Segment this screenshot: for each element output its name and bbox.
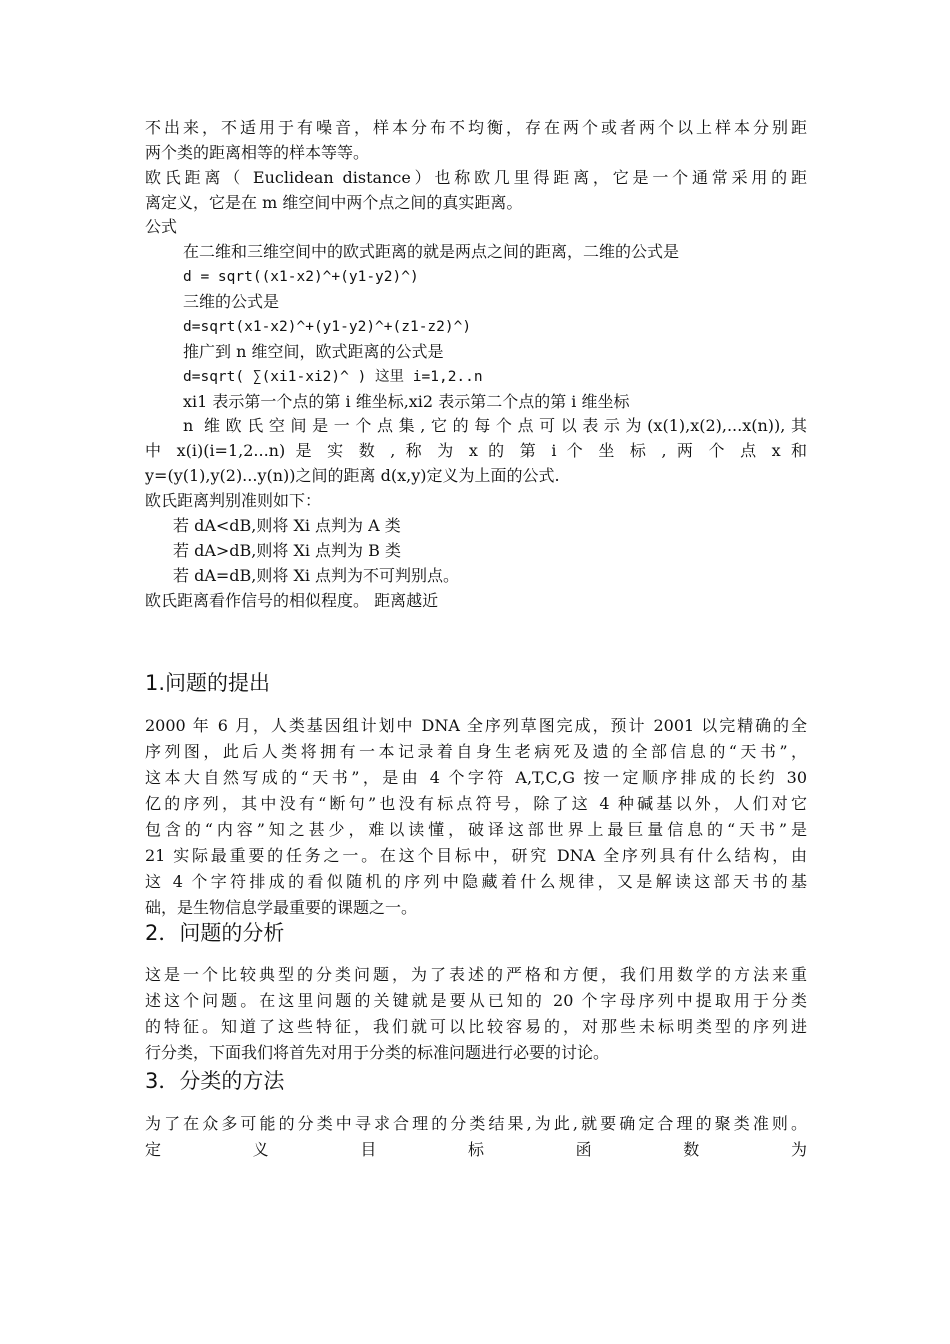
paragraph-line: 为了在众多可能的分类中寻求合理的分类结果,为此,就要确定合理的聚类准则。 [145,1114,807,1133]
spread-char: 函 [575,1140,592,1159]
section-heading: 2．问题的分析 [145,921,285,945]
spread-char: 标 [467,1140,484,1159]
paragraph-line: 础，是生物信息学最重要的课题之一。 [145,898,418,917]
rule-item: 若 dA>dB,则将 Xi 点判为 B 类 [173,541,401,560]
paragraph-line: 述这个问题。在这里问题的关键就是要从已知的 20 个字母序列中提取用于分类 [145,991,807,1010]
section-heading: 3．分类的方法 [145,1069,285,1093]
paragraph-line: 包含的“内容”知之甚少，难以读懂，破译这部世界上最巨量信息的“天书”是 [145,820,807,839]
paragraph-line: 2000 年 6 月，人类基因组计划中 DNA 全序列草图完成，预计 2001 以完精确的全 [145,716,807,735]
paragraph-line: 的特征。知道了这些特征，我们就可以比较容易的，对那些未标明类型的序列进 [145,1017,807,1036]
spread-char: 定 [145,1140,162,1159]
rule-item: 若 dA<dB,则将 Xi 点判为 A 类 [173,516,401,535]
paragraph-line: 两个类的距离相等的样本等等。 [145,143,370,162]
formula-nd-label: 推广到 n 维空间，欧式距离的公式是 [183,342,444,361]
spread-char: 为 [790,1140,807,1159]
rule-label: 欧氏距离判别准则如下： [145,491,322,510]
paragraph-line: 21 实际最重要的任务之一。在这个目标中，研究 DNA 全序列具有什么结构，由 [145,846,807,865]
spread-char: 义 [252,1140,269,1159]
paragraph-line: 离定义，它是在 m 维空间中两个点之间的真实距离。 [145,193,523,212]
spread-char: 数 [683,1140,700,1159]
paragraph-line: n 维欧氏空间是一个点集,它的每个点可以表示为(x(1),x(2),...x(n)),其 [183,416,807,435]
spread-char: 目 [360,1140,377,1159]
formula-note: xi1 表示第一个点的第 i 维坐标,xi2 表示第二个点的第 i 维坐标 [183,392,630,411]
paragraph-line: 不出来，不适用于有噪音，样本分布不均衡，存在两个或者两个以上样本分别距 [145,118,807,137]
formula-nd: d=sqrt( ∑(xi1-xi2)^ ) 这里 i=1,2..n [183,369,483,385]
paragraph-line: 行分类，下面我们将首先对用于分类的标准问题进行必要的讨论。 [145,1043,610,1062]
paragraph-line: 这 4 个字符排成的看似随机的序列中隐藏着什么规律，又是解读这部天书的基 [145,872,807,891]
paragraph-line: 欧氏距离（ Euclidean distance）也称欧几里得距离，它是一个通常采用的距 [145,168,807,187]
paragraph-line: y=(y(1),y(2)...y(n))之间的距离 d(x,y)定义为上面的公式. [145,466,560,485]
paragraph-line: 中 x(i)(i=1,2...n) 是 实 数 , 称 为 x 的 第 i 个 坐 标 , 两 个 点 x 和 [145,441,807,460]
paragraph-line: 欧氏距离看作信号的相似程度。 距离越近 [145,591,439,610]
formula-3d: d=sqrt(x1-x2)^+(y1-y2)^+(z1-z2)^) [183,319,472,335]
spread-line [145,1138,807,1162]
paragraph-line: 序列图，此后人类将拥有一本记录着自身生老病死及遗的全部信息的“天书”， [145,742,807,761]
formula-label: 公式 [145,217,178,236]
paragraph-line: 这是一个比较典型的分类问题，为了表述的严格和方便，我们用数学的方法来重 [145,965,807,984]
formula-2d: d = sqrt((x1-x2)^+(y1-y2)^) [183,269,419,285]
paragraph-line: 亿的序列，其中没有“断句”也没有标点符号，除了这 4 种碱基以外，人们对它 [145,794,807,813]
formula-3d-label: 三维的公式是 [183,292,280,311]
paragraph-line: 这本大自然写成的“天书”，是由 4 个字符 A,T,C,G 按一定顺序排成的长约 30 [145,768,807,787]
formula-intro: 在二维和三维空间中的欧式距离的就是两点之间的距离，二维的公式是 [183,242,680,261]
section-heading: 1.问题的提出 [145,671,271,695]
rule-item: 若 dA=dB,则将 Xi 点判为不可判别点。 [173,566,460,585]
